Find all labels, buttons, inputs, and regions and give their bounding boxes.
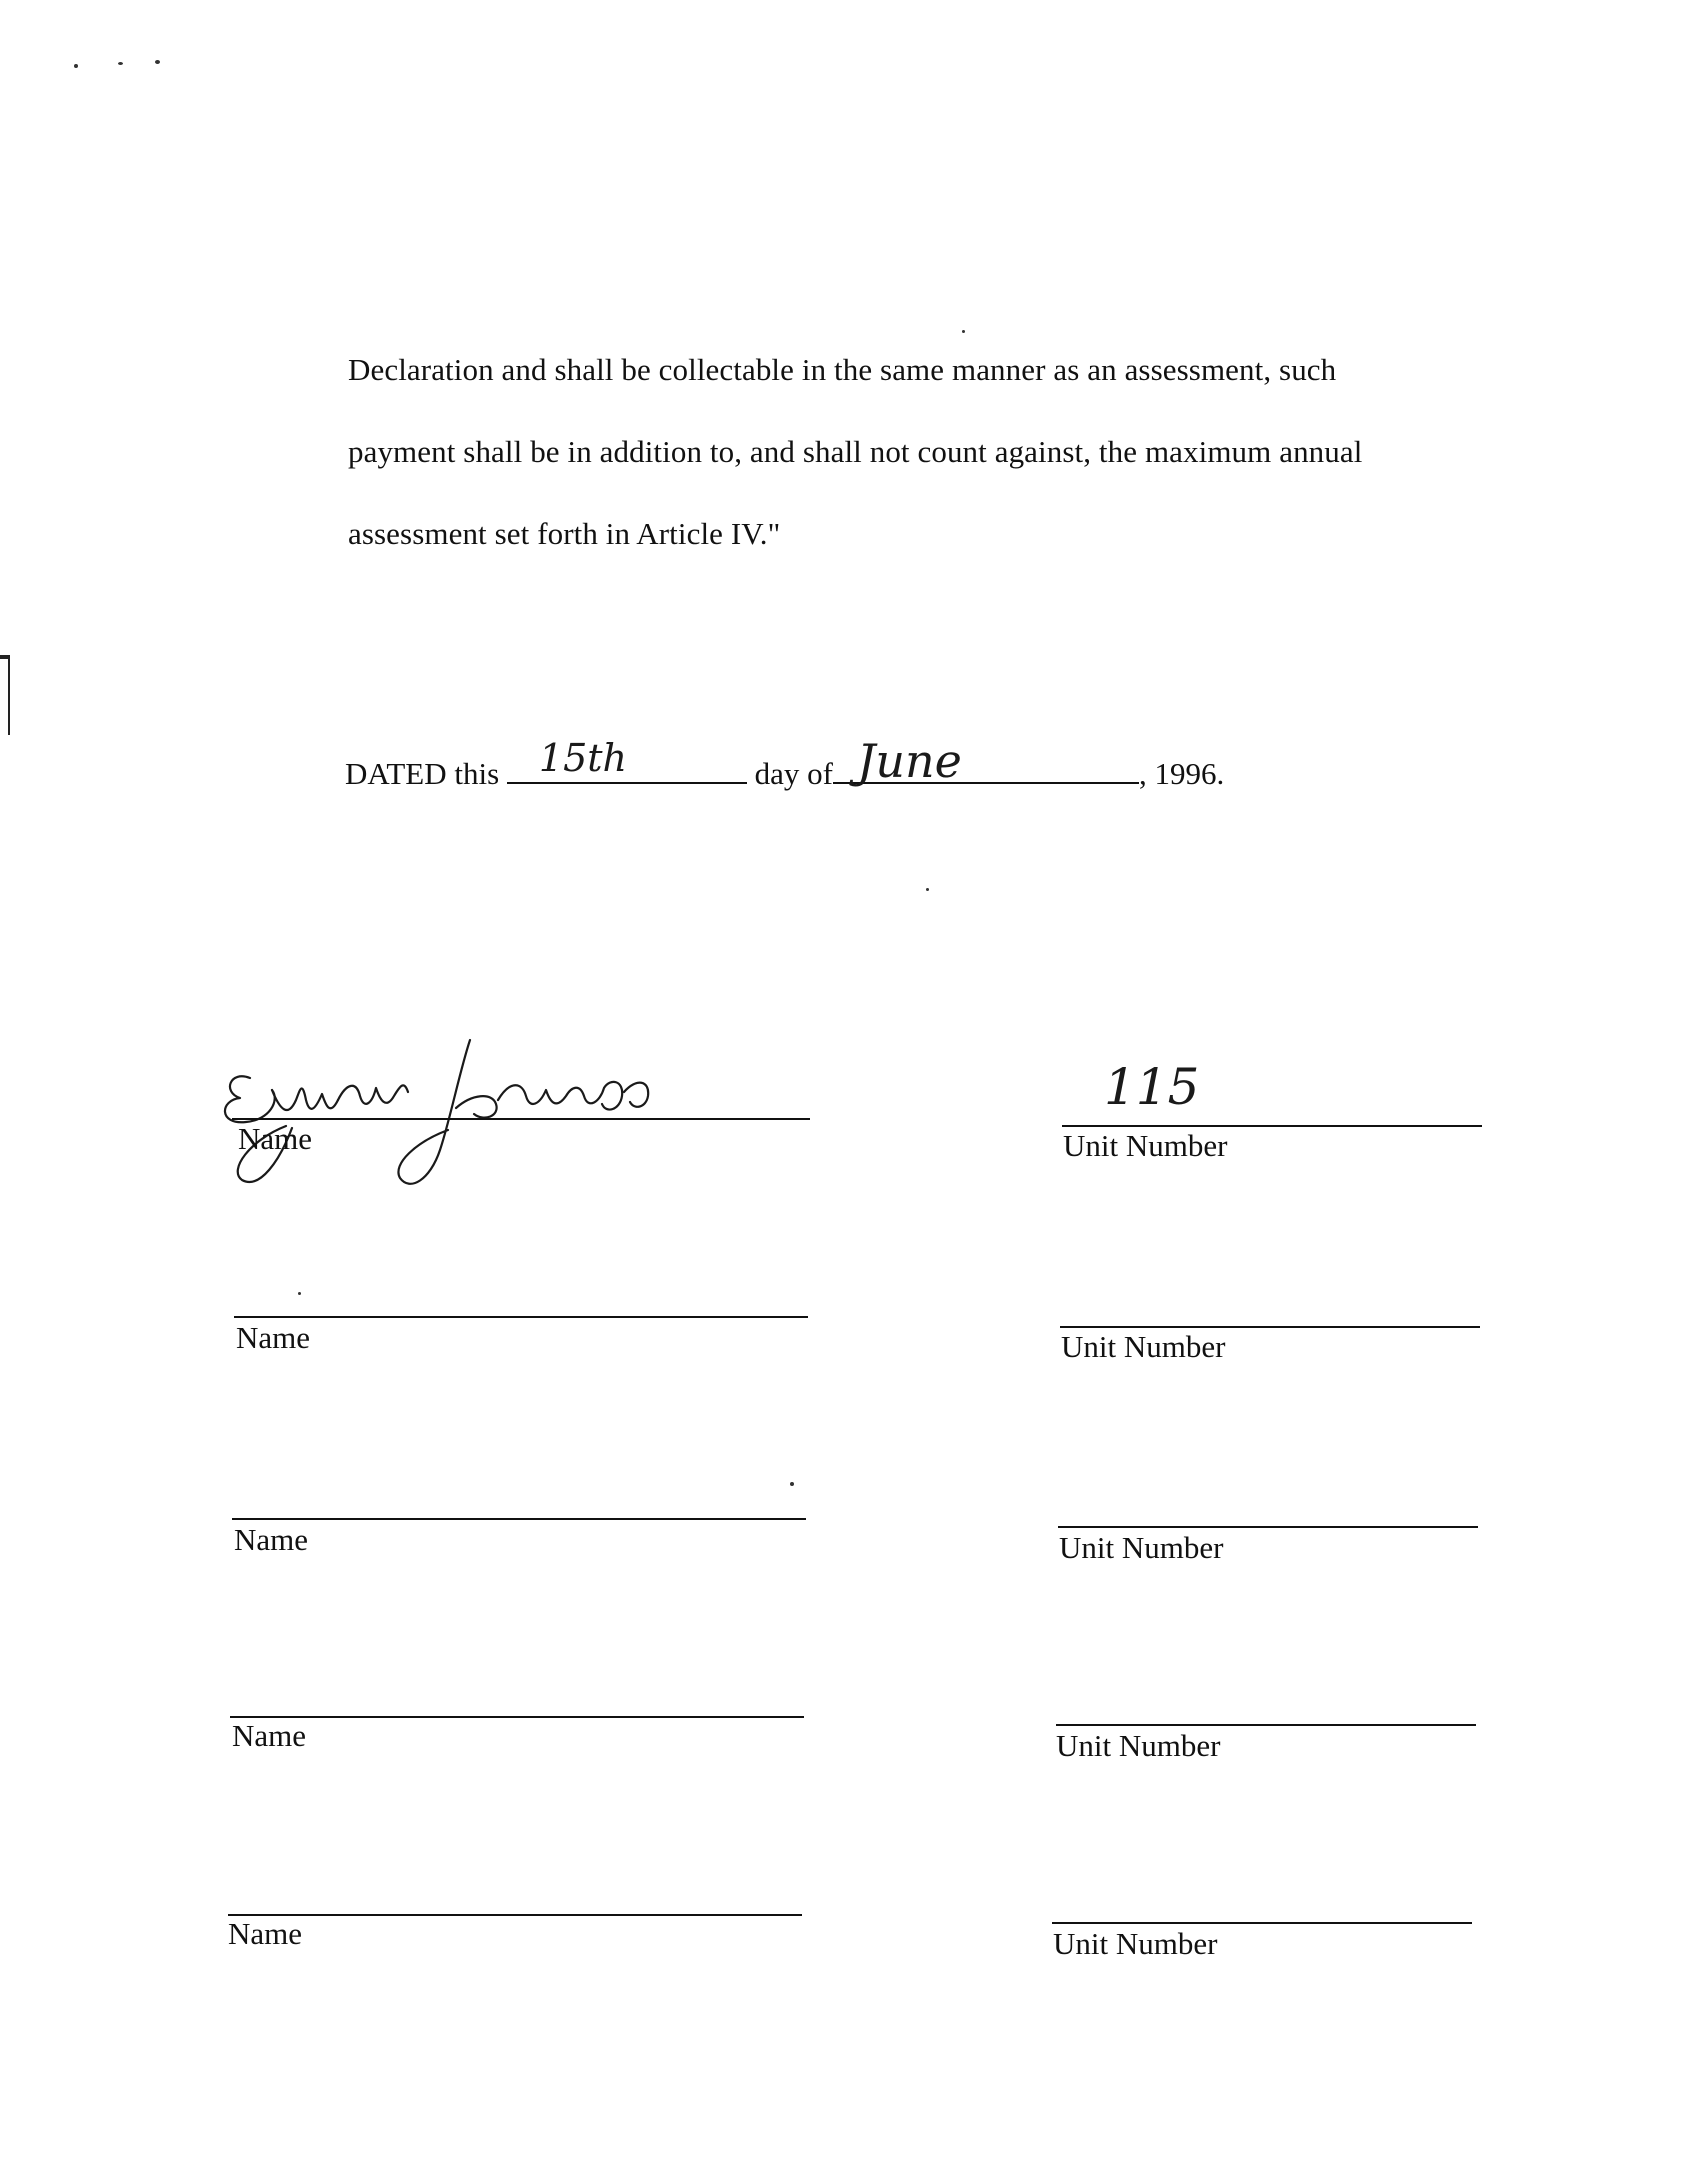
scan-speck [962, 330, 965, 333]
name-label: Name [234, 1522, 309, 1557]
name-label: Name [232, 1718, 307, 1753]
dated-line [345, 734, 1225, 792]
name-signature-line [234, 1316, 808, 1318]
paragraph-line-2: payment shall be in addition to, and shall not count against, the maximum annual [348, 434, 1363, 469]
paragraph-line-3: assessment set forth in Article IV." [348, 516, 781, 551]
unit-number-label: Unit Number [1061, 1329, 1226, 1364]
scan-speck [790, 1482, 794, 1486]
handwritten-unit-number: 115 [1104, 1058, 1200, 1116]
scan-speck [155, 60, 160, 64]
unit-number-line [1056, 1724, 1476, 1726]
handwritten-signature [210, 1030, 710, 1200]
scan-edge-mark [8, 655, 10, 735]
unit-number-label: Unit Number [1059, 1530, 1224, 1565]
unit-number-line [1052, 1922, 1472, 1924]
name-signature-line [232, 1518, 806, 1520]
dated-middle: day of [754, 756, 833, 791]
unit-number-label: Unit Number [1056, 1728, 1221, 1763]
unit-number-label: Unit Number [1053, 1926, 1218, 1961]
name-signature-line [232, 1118, 810, 1120]
name-label: Name [228, 1916, 303, 1951]
name-signature-line [228, 1914, 802, 1916]
dated-suffix: , 1996. [1138, 756, 1225, 791]
scan-speck [298, 1292, 301, 1295]
unit-number-line [1060, 1326, 1480, 1328]
handwritten-day: 15th [538, 736, 627, 780]
paragraph-line-1: Declaration and shall be collectable in the same manner as an assessment, such [348, 352, 1337, 387]
day-blank [507, 736, 747, 784]
unit-number-line [1062, 1125, 1482, 1127]
name-signature-line [230, 1716, 804, 1718]
scan-speck [926, 888, 929, 891]
name-label: Name [238, 1121, 313, 1156]
unit-number-label: Unit Number [1063, 1128, 1228, 1163]
name-label: Name [236, 1320, 311, 1355]
scan-edge-mark [0, 655, 8, 659]
unit-number-line [1058, 1526, 1478, 1528]
month-blank [833, 734, 1139, 788]
scan-speck [74, 64, 78, 68]
handwritten-month: June [856, 734, 962, 788]
dated-prefix: DATED this [345, 756, 500, 791]
scan-speck [118, 62, 123, 65]
